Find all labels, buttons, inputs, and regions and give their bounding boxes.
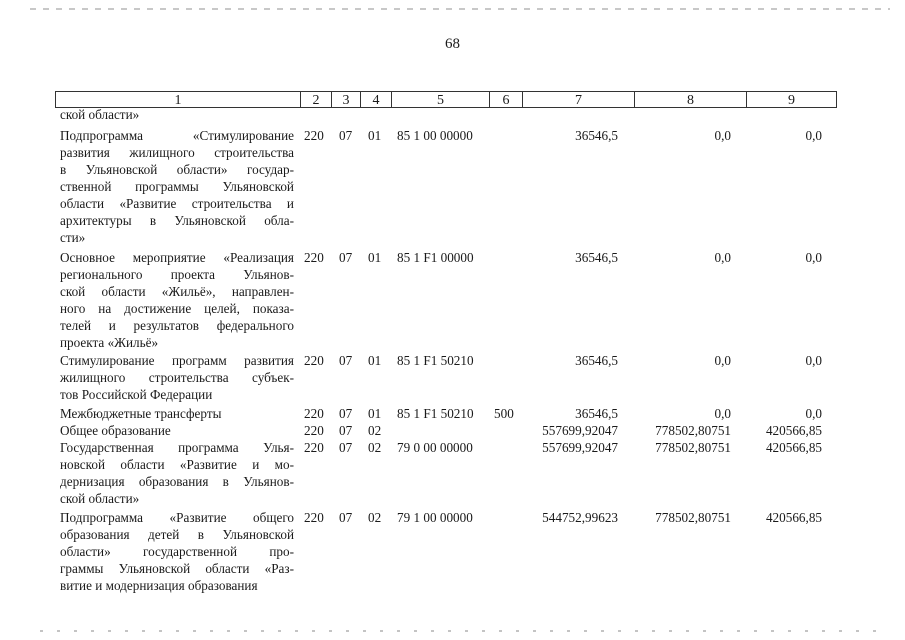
description-line: области «Развитие строительства и — [60, 196, 294, 211]
cell-c2: 220 — [304, 423, 324, 438]
cell-c7: 557699,92047 — [542, 423, 618, 438]
row-description — [60, 127, 294, 246]
cell-c3: 07 — [339, 406, 353, 421]
cell-c2: 220 — [304, 440, 324, 455]
description-line: тов Российской Федерации — [60, 387, 213, 402]
cell-c5: 85 1 00 00000 — [397, 128, 473, 143]
cell-c5: 85 1 F1 00000 — [397, 250, 474, 265]
scan-noise-top — [30, 8, 890, 10]
cell-c3: 07 — [339, 353, 353, 368]
header-col-2: 2 — [300, 91, 331, 108]
cell-c2: 220 — [304, 510, 324, 525]
header-col-8: 8 — [634, 91, 746, 108]
row-description — [60, 439, 294, 507]
cell-c8: 0,0 — [714, 250, 731, 265]
cell-c7: 557699,92047 — [542, 440, 618, 455]
description-line: образования детей в Ульяновской — [60, 527, 294, 542]
cell-c7: 36546,5 — [575, 353, 618, 368]
cell-c7: 36546,5 — [575, 128, 618, 143]
cell-c8: 0,0 — [714, 353, 731, 368]
cell-c9: 0,0 — [805, 353, 822, 368]
header-col-5: 5 — [391, 91, 489, 108]
description-line: сти» — [60, 230, 86, 245]
header-col-6: 6 — [489, 91, 522, 108]
description-line: граммы Ульяновской области «Раз- — [60, 561, 294, 576]
description-line: витие и модернизация образования — [60, 578, 258, 593]
cell-c9: 420566,85 — [765, 423, 822, 438]
cell-c8: 0,0 — [714, 406, 731, 421]
cell-c6: 500 — [494, 406, 514, 421]
cell-c7: 544752,99623 — [542, 510, 618, 525]
cell-c9: 0,0 — [805, 406, 822, 421]
cell-c4: 01 — [368, 406, 382, 421]
description-line: в Ульяновской области» государ- — [60, 162, 294, 177]
cell-c8: 778502,80751 — [655, 440, 731, 455]
header-col-1: 1 — [55, 91, 300, 108]
cell-c7: 36546,5 — [575, 406, 618, 421]
cell-c4: 01 — [368, 250, 382, 265]
description-line: Государственная программа Улья- — [60, 440, 294, 455]
description-line: ного на достижение целей, показа- — [60, 301, 294, 316]
scan-noise-bottom — [40, 630, 890, 632]
description-line: области» государственной про- — [60, 544, 294, 559]
cell-c4: 01 — [368, 128, 382, 143]
description-line: ской области» — [60, 491, 140, 506]
cell-c9: 420566,85 — [765, 440, 822, 455]
header-col-4: 4 — [360, 91, 391, 108]
cell-c9: 420566,85 — [765, 510, 822, 525]
row-description — [60, 405, 294, 422]
cell-c3: 07 — [339, 510, 353, 525]
description-line: новской области «Развитие и мо- — [60, 457, 294, 472]
cell-c3: 07 — [339, 128, 353, 143]
continuation-text: ской области» — [60, 107, 140, 122]
description-line: развития жилищного строительства — [60, 145, 294, 160]
cell-c4: 02 — [368, 510, 382, 525]
description-line: регионального проекта Ульянов- — [60, 267, 294, 282]
header-col-9: 9 — [746, 91, 837, 108]
cell-c4: 01 — [368, 353, 382, 368]
header-col-3: 3 — [331, 91, 360, 108]
cell-c3: 07 — [339, 250, 353, 265]
description-line: Стимулирование программ развития — [60, 353, 294, 368]
row-description — [60, 352, 294, 403]
cell-c2: 220 — [304, 406, 324, 421]
cell-c2: 220 — [304, 353, 324, 368]
cell-c9: 0,0 — [805, 128, 822, 143]
cell-c3: 07 — [339, 440, 353, 455]
cell-c8: 778502,80751 — [655, 423, 731, 438]
cell-c5: 79 1 00 00000 — [397, 510, 473, 525]
cell-c5: 85 1 F1 50210 — [397, 353, 474, 368]
row-description — [60, 509, 294, 594]
cell-c8: 778502,80751 — [655, 510, 731, 525]
page-number: 68 — [445, 36, 460, 52]
cell-c2: 220 — [304, 128, 324, 143]
description-line: Подпрограмма «Развитие общего — [60, 510, 294, 525]
description-line: ской области «Жильё», направлен- — [60, 284, 294, 299]
description-line: Межбюджетные трансферты — [60, 406, 222, 421]
cell-c4: 02 — [368, 423, 382, 438]
description-line: жилищного строительства субъек- — [60, 370, 294, 385]
row-description — [60, 249, 294, 351]
cell-c4: 02 — [368, 440, 382, 455]
cell-c9: 0,0 — [805, 250, 822, 265]
description-line: Основное мероприятие «Реализация — [60, 250, 294, 265]
cell-c5: 79 0 00 00000 — [397, 440, 473, 455]
description-line: архитектуры в Ульяновской обла- — [60, 213, 294, 228]
description-line: дернизация образования в Ульянов- — [60, 474, 294, 489]
description-line: Общее образование — [60, 423, 171, 438]
cell-c8: 0,0 — [714, 128, 731, 143]
description-line: проекта «Жильё» — [60, 335, 159, 350]
row-description — [60, 422, 294, 439]
cell-c7: 36546,5 — [575, 250, 618, 265]
description-line: телей и результатов федерального — [60, 318, 294, 333]
cell-c2: 220 — [304, 250, 324, 265]
header-col-7: 7 — [522, 91, 634, 108]
cell-c3: 07 — [339, 423, 353, 438]
cell-c5: 85 1 F1 50210 — [397, 406, 474, 421]
description-line: Подпрограмма «Стимулирование — [60, 128, 294, 143]
description-line: ственной программы Ульяновской — [60, 179, 294, 194]
